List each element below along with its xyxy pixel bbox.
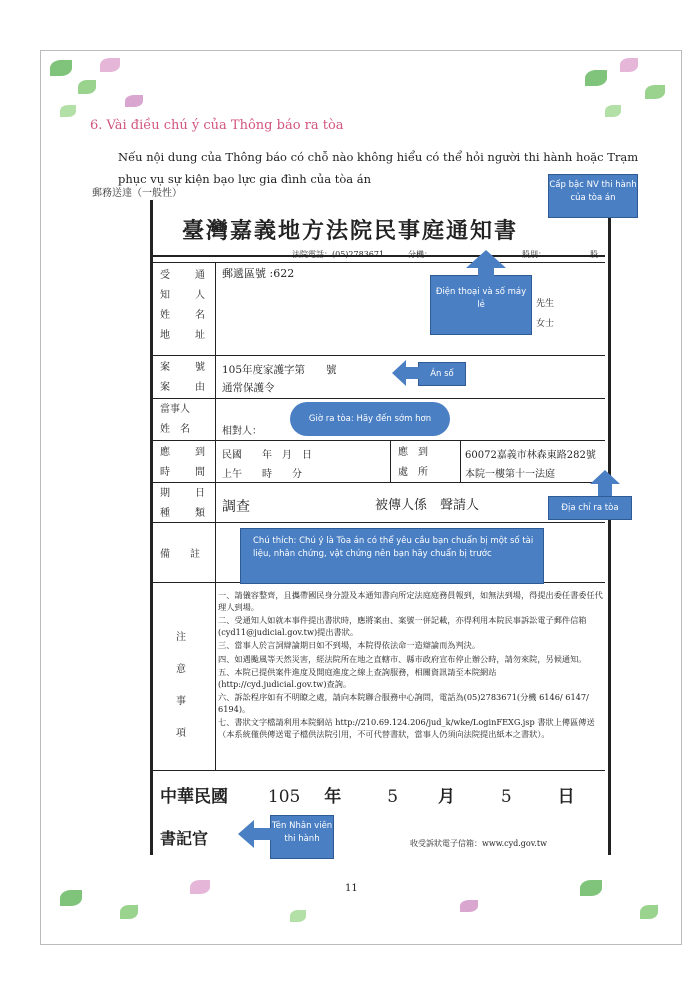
note-item: 一、請儀容整齊，且攜帶國民身分證及本通知書向所定法庭庭務員報到，如無法到場，得提出委任書委任代理人到場。 — [218, 590, 603, 612]
arrow-up-icon — [466, 250, 506, 276]
page-number: 11 — [345, 883, 358, 894]
recipient-label: 受 通 知 人 姓 名 地 址 — [160, 270, 205, 341]
arrow-up-icon — [590, 470, 620, 496]
remark-label: 備 註 — [160, 549, 200, 560]
note-item: 五、本院已提供案件進度及開庭進度之線上查詢服務，相關資訊請至本院網站(http://cyd.judicial.gov.tw)查詢。 — [218, 667, 497, 689]
ext-label: 分機： — [408, 250, 432, 259]
row-rule — [150, 522, 605, 523]
note-item: 七、書狀文字檔請利用本院網站 http://210.69.124.206/jud_k/wke/LoginFEXG.jsp 書狀上傳區傳送（本系統僅供傳送電子檔供法院引用，不可代替書狀，當事人仍須向法院提出紙本之書狀）。 — [218, 717, 595, 739]
callout-hearing: Giờ ra tòa: Hãy đến sớm hơn — [290, 402, 450, 436]
opponent-label: 相對人： — [222, 426, 262, 437]
place-rule-right — [460, 440, 461, 482]
gu-label: 股 — [590, 250, 598, 259]
intro-text: Nếu nội dung của Thông báo có chỗ nào không hiểu có thể hỏi người thi hành hoặc Trạm phục vụ sự kiện bạo lực gia đình của tòa án — [118, 150, 639, 186]
appear-date: 民國 年 月 日 — [222, 450, 312, 461]
mail-type: 郵務送達（一般性） — [92, 188, 182, 199]
note-item: 六、訴訟程序如有不明瞭之處，請向本院聯合服務中心詢問，電話為(05)2783671(分機 6146/ 6147/ 6194)。 — [218, 692, 589, 714]
clerk-label: 書記官 — [160, 829, 209, 848]
row-rule — [150, 398, 605, 399]
appear-place-label: 應 到 處 所 — [398, 447, 428, 478]
case-number: 105年度家護字第 號 — [222, 364, 337, 376]
summoned-party: 被傳人係 聲請人 — [375, 498, 480, 513]
appear-time: 上午 時 分 — [222, 469, 302, 480]
court-phone: 法院電話：(05)2783671 — [292, 250, 385, 259]
section-title: Vài điều chú ý của Thông báo ra tòa — [106, 118, 344, 133]
notes-label: 注 意 事 項 — [176, 632, 186, 739]
ms-label: 女士 — [536, 319, 555, 329]
callout-clerk-name: Tên Nhân viên thi hành — [270, 815, 334, 859]
note-item: 四、如遇颱風等天然災害，經法院所在地之直轄市、縣市政府宣布停止辦公時，請勿來院，另候通知。 — [218, 653, 587, 664]
callout-officer: Cấp bậc NV thi hành của tòa án — [548, 174, 638, 218]
place-address: 60072嘉義市林森東路282號 — [465, 450, 596, 461]
party-label: 當事人 姓 名 — [160, 404, 190, 435]
term-label: 期 日 種 類 — [160, 488, 205, 519]
arrow-left-icon — [392, 360, 420, 386]
email-line: 收受訴狀電子信箱：www.cyd.gov.tw — [410, 839, 547, 848]
mr-label: 先生 — [536, 299, 555, 309]
row-rule — [150, 482, 605, 483]
note-item: 三、當事人於言詞辯論期日如不到場，本院得依法命一造辯論而為判決。 — [218, 640, 481, 650]
section-heading — [90, 118, 344, 133]
place-rule-left — [390, 440, 391, 482]
note-item: 二、受通知人如就本事件提出書狀時，應將案由、案號一併記載，亦得利用本院民事訴訟電子郵件信箱(cyd11@judicial.gov.tw)提出書狀。 — [218, 615, 587, 637]
section-number: 6. — [90, 118, 103, 133]
row-rule — [150, 355, 605, 356]
callout-phone: Điện thoại và số máy lẻ — [430, 275, 532, 335]
postal-code: 郵遞區號 :622 — [222, 267, 295, 280]
case-label: 案 號 案 由 — [160, 362, 205, 393]
label-column-rule — [215, 262, 216, 770]
callout-case: Án số — [418, 362, 466, 386]
row-rule — [150, 440, 605, 441]
callout-note: Chú thích: Chú ý là Tòa án có thể yêu cầu bạn chuẩn bị một số tài liệu, nhân chứng, vật chứng nên bạn hãy chuẩn bị trước — [240, 528, 544, 584]
callout-address: Địa chỉ ra tòa — [548, 496, 632, 520]
issue-date: 中華民國 105 年 5 月 5 日 — [160, 787, 575, 807]
term-kind: 調查 — [222, 499, 250, 515]
appear-time-label: 應 到 時 間 — [160, 447, 205, 478]
form-title: 臺灣嘉義地方法院民事庭通知書 — [182, 218, 519, 244]
place-room: 本院一樓第十一法庭 — [465, 469, 555, 480]
case-reason: 通常保護令 — [222, 382, 275, 394]
arrow-left-icon — [238, 820, 272, 848]
notes-list — [218, 590, 603, 742]
unit-label: 股別： — [522, 250, 546, 259]
row-rule — [150, 770, 605, 771]
row-rule — [150, 262, 605, 263]
